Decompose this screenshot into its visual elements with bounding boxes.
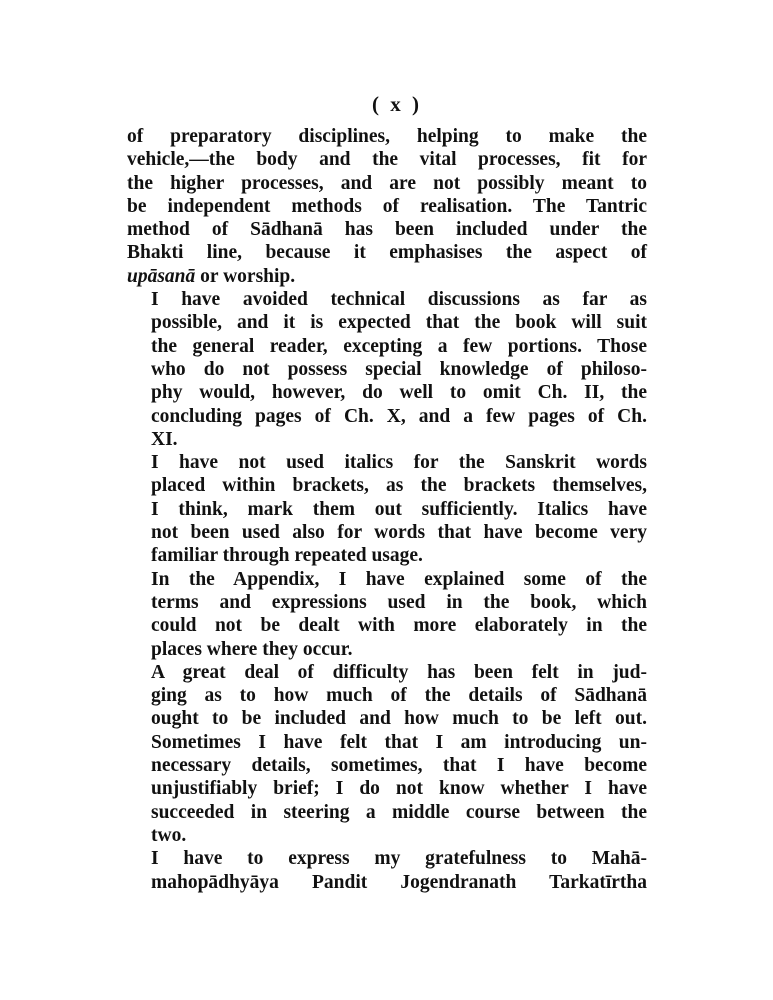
text-line: ought to be included and how much to be left out. <box>151 708 647 730</box>
paragraph-3 <box>127 451 647 567</box>
text-fragment: or worship. <box>195 265 296 287</box>
paragraph-1 <box>127 125 647 288</box>
text-line: method of Sādhanā has been included under the <box>127 219 647 241</box>
text-line: places where they occur. <box>151 638 353 660</box>
paragraph-2 <box>127 288 647 451</box>
text-line: Sometimes I have felt that I am introducing un- <box>151 731 647 753</box>
italic-term: upāsanā <box>127 265 196 287</box>
page-number: ( x ) <box>372 92 422 116</box>
text-line: succeeded in steering a middle course between the <box>151 801 647 823</box>
text-line: not been used also for words that have become very <box>151 522 647 544</box>
text-line: mahopādhyāya Pandit Jogendranath Tarkatīrtha <box>151 871 647 893</box>
document-page <box>127 92 647 894</box>
text-line: I think, mark them out sufficiently. Italics have <box>151 498 647 520</box>
text-line: familiar through repeated usage. <box>151 545 423 567</box>
text-line <box>127 265 647 288</box>
paragraph-5 <box>127 661 647 847</box>
text-line: ging as to how much of the details of Sādhanā <box>151 685 647 707</box>
text-line: necessary details, sometimes, that I have become <box>151 755 647 777</box>
text-line: I have avoided technical discussions as far as <box>151 289 647 311</box>
paragraph-4 <box>127 568 647 661</box>
text-line: be independent methods of realisation. The Tantric <box>127 195 647 217</box>
text-line: I have not used italics for the Sanskrit words <box>151 452 647 474</box>
text-line: Bhakti line, because it emphasises the aspect of <box>127 242 647 264</box>
text-line: who do not possess special knowledge of philoso- <box>151 358 647 380</box>
text-line: possible, and it is expected that the book will suit <box>151 312 647 334</box>
text-line: placed within brackets, as the brackets themselves, <box>151 475 647 497</box>
body-text <box>127 125 647 894</box>
text-line: could not be dealt with more elaborately in the <box>151 615 647 637</box>
text-line: unjustifiably brief; I do not know whether I have <box>151 778 647 800</box>
text-line: I have to express my gratefulness to Mahā- <box>151 848 647 870</box>
text-line: concluding pages of Ch. X, and a few pages of Ch. <box>151 405 647 427</box>
text-line: XI. <box>151 428 178 450</box>
text-line: terms and expressions used in the book, which <box>151 591 647 613</box>
text-line: vehicle,—the body and the vital processes, fit for <box>127 149 647 171</box>
text-line: of preparatory disciplines, helping to make the <box>127 126 647 147</box>
text-line: A great deal of difficulty has been felt in jud- <box>151 661 647 683</box>
text-line: the general reader, excepting a few portions. Those <box>151 335 647 357</box>
text-line: phy would, however, do well to omit Ch. II, the <box>151 382 647 404</box>
text-line: In the Appendix, I have explained some of the <box>151 568 647 590</box>
text-line: two. <box>151 824 187 846</box>
text-line: the higher processes, and are not possibly meant to <box>127 172 647 194</box>
paragraph-6 <box>127 847 647 894</box>
